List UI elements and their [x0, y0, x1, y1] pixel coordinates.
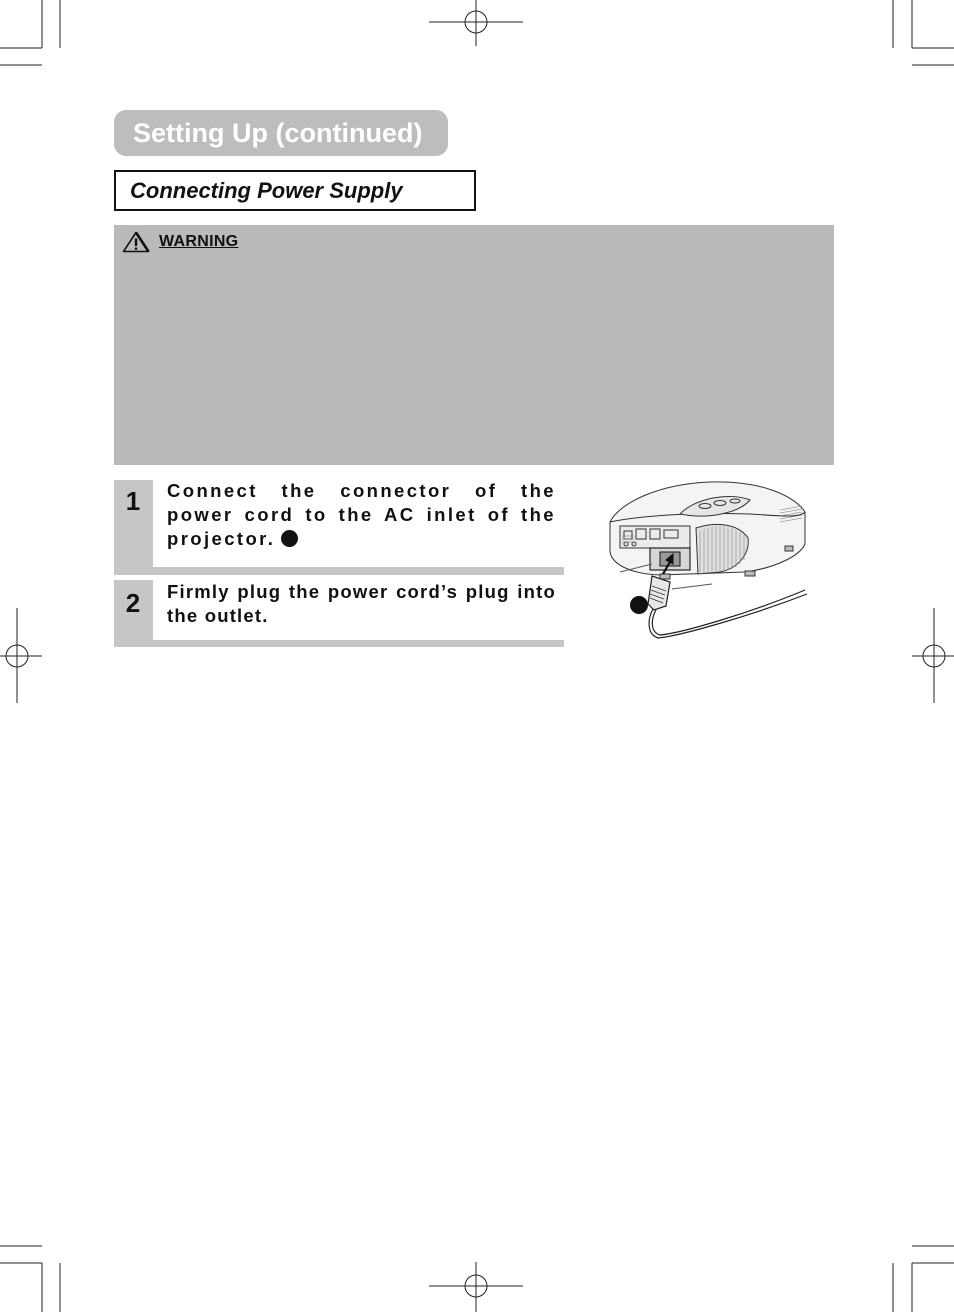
warning-panel	[114, 225, 834, 465]
filled-circle-icon	[630, 596, 648, 614]
step-body	[153, 480, 564, 567]
step-text: Firmly plug the power cord’s plug into the outlet.	[167, 581, 556, 626]
subsection-title: Connecting Power Supply	[114, 170, 476, 211]
warning-header	[122, 231, 238, 253]
step-1	[114, 480, 564, 575]
step-text	[167, 479, 556, 551]
step-2	[114, 580, 564, 647]
step-text-content: Connect the connector of the power cord to the AC inlet of the projector.	[167, 480, 556, 549]
step-number: 2	[125, 588, 141, 618]
step-body	[153, 580, 564, 640]
step-number: 1	[125, 486, 141, 516]
filled-circle-icon	[281, 530, 298, 547]
projector-power-cord-illustration	[600, 476, 815, 646]
warning-label: WARNING	[159, 233, 239, 250]
warning-triangle-icon	[122, 231, 150, 253]
section-title: Setting Up (continued)	[114, 110, 448, 156]
